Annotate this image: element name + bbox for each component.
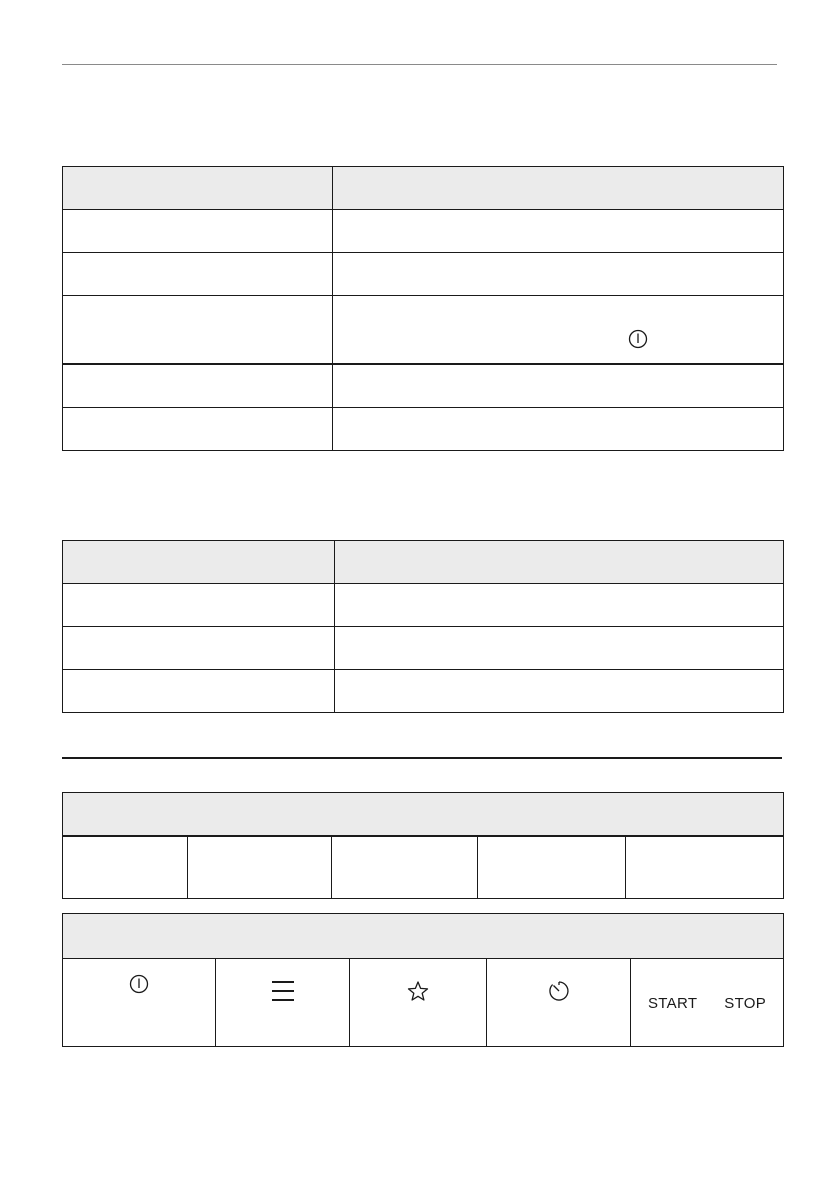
star-icon (407, 980, 429, 1002)
stop-label: STOP (724, 995, 767, 1012)
table-cell (626, 836, 784, 899)
table-cell (63, 670, 335, 713)
table-cell (63, 627, 335, 670)
table-header-row (63, 914, 784, 959)
table-cell (63, 296, 333, 365)
table-row (63, 408, 784, 451)
table-cell (63, 253, 333, 296)
table-row (63, 584, 784, 627)
table-cell (335, 627, 784, 670)
power-icon (128, 973, 150, 995)
menu-icon (270, 979, 296, 1003)
table-cell (63, 836, 188, 899)
table-row (63, 959, 784, 1047)
table-header-row (63, 541, 784, 584)
table-header-row (63, 167, 784, 210)
table-row (63, 364, 784, 408)
table-row (63, 670, 784, 713)
table-header-cell (63, 914, 784, 959)
table-header-cell (333, 167, 784, 210)
table-cell (333, 408, 784, 451)
section-rule (62, 757, 782, 759)
table-header-cell (63, 541, 335, 584)
table-cell (333, 296, 784, 365)
table-row (63, 253, 784, 296)
header-rule (62, 64, 777, 65)
start-label: START (648, 995, 698, 1012)
table-3 (62, 792, 784, 899)
power-icon (627, 328, 649, 350)
control-panel-table (62, 913, 784, 1047)
table-cell (333, 253, 784, 296)
table-cell (188, 836, 332, 899)
table-cell (63, 408, 333, 451)
table-cell (333, 210, 784, 253)
table-row (63, 296, 784, 365)
table-cell (63, 959, 216, 1047)
table-cell (333, 364, 784, 408)
table-cell (63, 210, 333, 253)
table-cell (487, 959, 631, 1047)
table-header-cell (63, 793, 784, 837)
table-row (63, 627, 784, 670)
table-cell (335, 584, 784, 627)
table-1 (62, 166, 784, 451)
table-cell (332, 836, 478, 899)
table-row (63, 210, 784, 253)
table-cell (478, 836, 626, 899)
table-cell (335, 670, 784, 713)
table-header-cell (335, 541, 784, 584)
timer-icon (547, 979, 571, 1003)
table-2 (62, 540, 784, 713)
table-cell (63, 584, 335, 627)
table-row (63, 836, 784, 899)
table-cell (631, 959, 784, 1047)
table-cell (350, 959, 487, 1047)
table-header-cell (63, 167, 333, 210)
table-cell (63, 364, 333, 408)
table-cell (216, 959, 350, 1047)
table-header-row (63, 793, 784, 837)
